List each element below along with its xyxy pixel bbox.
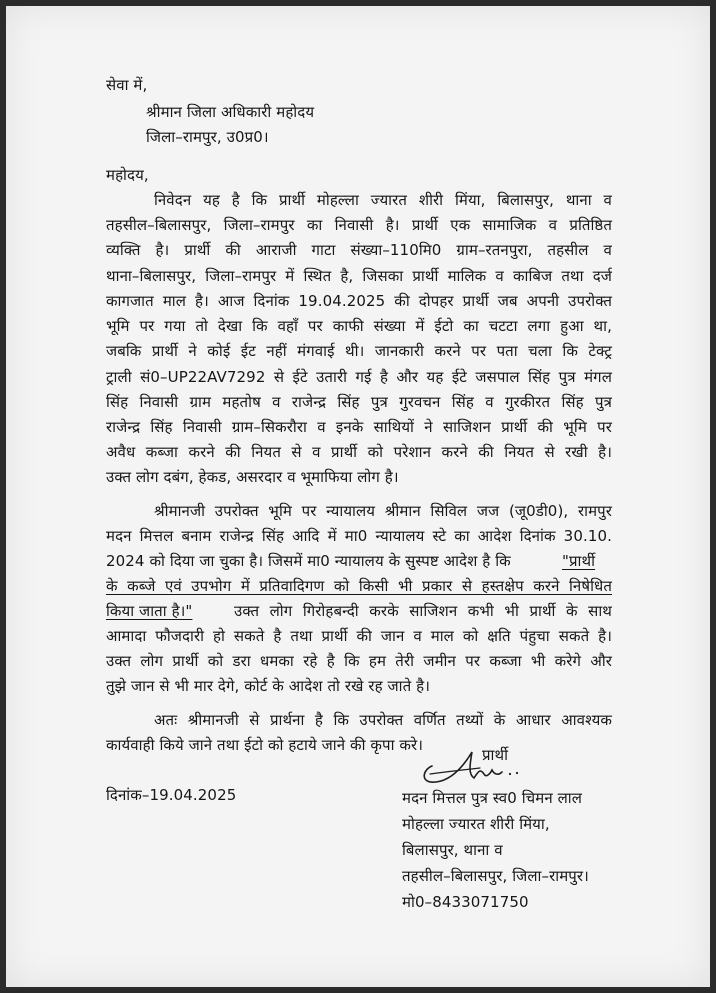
para1-line: निवेदन यह है कि प्रार्थी मोहल्ला ज्यारत शीरी मिंया, बिलासपुर, थाना व [154, 191, 612, 209]
para2-quote-start: "प्रार्थी [562, 552, 596, 570]
sender-address-line: मोहल्ला ज्यारत शीरी मिंया, [402, 815, 550, 833]
para2-line: उक्त लोग प्रार्थी को डरा धमका रहे है कि हम तेरी जमीन पर कब्जा भी करेगे और [106, 652, 612, 670]
para1-line: सिंह निवासी ग्राम महतोष व राजेन्द्र सिंह पुत्र गुरवचन सिंह व गुरकीरत सिंह पुत्र [106, 393, 612, 411]
para2-line: मदन मित्तल बनाम राजेन्द्र सिंह आदि में मा0 न्यायालय स्टे का आदेश दिनांक 30.10. [106, 527, 612, 545]
para1-line: ट्राली सं0–UP22AV7292 से ईटे उतारी गई है और यह ईटे जसपाल सिंह पुत्र मंगल [106, 368, 612, 386]
sender-address-line: तहसील–बिलासपुर, जिला–रामपुर। [402, 867, 589, 885]
para3-line: कार्यवाही किये जाने तथा ईटो को हटाये जाने की कृपा करे। [106, 736, 424, 754]
address-recipient: श्रीमान जिला अधिकारी महोदय [146, 103, 315, 121]
para2-line: उक्त लोग गिरोहबन्दी करके साजिशन कभी भी प्रार्थी के साथ [234, 602, 612, 620]
para1-line: कागजात माल है। आज दिनांक 19.04.2025 की दोपहर प्रार्थी जब अपनी उपरोक्त [106, 292, 612, 310]
address-to: सेवा में, [106, 76, 148, 94]
para2-line: आमादा फौजदारी हो सकते है तथा प्रार्थी की जान व माल को क्षति पंहुचा सकते है। [106, 627, 613, 645]
para1-line: उक्त लोग दबंग, हेकड, असरदार व भूमाफिया लोग है। [106, 468, 399, 486]
sender-phone: मो0–8433071750 [402, 893, 529, 911]
para2-quote-end: किया जाता है।" [106, 602, 193, 620]
salutation: महोदय, [106, 166, 149, 184]
address-district: जिला–रामपुर, उ0प्र0। [146, 128, 269, 146]
letter-page [6, 6, 710, 987]
para1-line: राजेन्द्र सिंह निवासी ग्राम–सिकरौरा व इनके साथियों ने साजिशन प्रार्थी की भूमि पर [106, 418, 612, 436]
para1-line: थाना–बिलासपुर, जिला–रामपुर में स्थित है, जिसका प्रार्थी मालिक व काबिज तथा दर्ज [106, 267, 612, 285]
para1-line: व्यक्ति है। प्रार्थी की आराजी गाटा संख्या–110मि0 ग्राम–रतनपुरा, तहसील व [106, 241, 612, 259]
para2-quote-line: के कब्जे एवं उपभोग में प्रतिवादिगण को किसी भी प्रकार से हस्तक्षेप करने निषेधित [106, 577, 612, 595]
handwritten-signature [414, 744, 534, 794]
para3-line: अतः श्रीमानजी से प्रार्थना है कि उपरोक्त वर्णित तथ्यों के आधार आवश्यक [154, 711, 612, 729]
signature-label: प्रार्थी [482, 746, 509, 764]
para2-line: 2024 को दिया जा चुका है। जिसमें मा0 न्यायालय के सुस्पष्ट आदेश है कि [106, 552, 511, 570]
sender-name: मदन मित्तल पुत्र स्व0 चिमन लाल [402, 789, 583, 807]
letter-date: दिनांक–19.04.2025 [106, 786, 237, 804]
sender-address-line: बिलासपुर, थाना व [402, 841, 503, 859]
para1-line: भूमि पर गया तो देखा कि वहाँ पर काफी संख्या में ईटो का चटटा लगा हुआ था, [106, 317, 612, 335]
para1-line: अवैध कब्जा करने की नियत से व प्रार्थी को परेशान करने की नियत से रखी है। [106, 443, 612, 461]
para1-line: जबकि प्रार्थी ने कोई ईट नहीं मंगवाई थी। जानकारी करने पर पता चला कि टेक्ट्र [106, 342, 612, 360]
para2-line: तुझे जान से भी मार देगे, कोर्ट के आदेश तो रखे रह जाते है। [106, 677, 430, 695]
para2-line: श्रीमानजी उपरोक्त भूमि पर न्यायालय श्रीमान सिविल जज (जू0डी0), रामपुर [154, 502, 612, 520]
para1-line: तहसील–बिलासपुर, जिला–रामपुर का निवासी है। प्रार्थी एक सामाजिक व प्रतिष्ठित [106, 216, 612, 234]
